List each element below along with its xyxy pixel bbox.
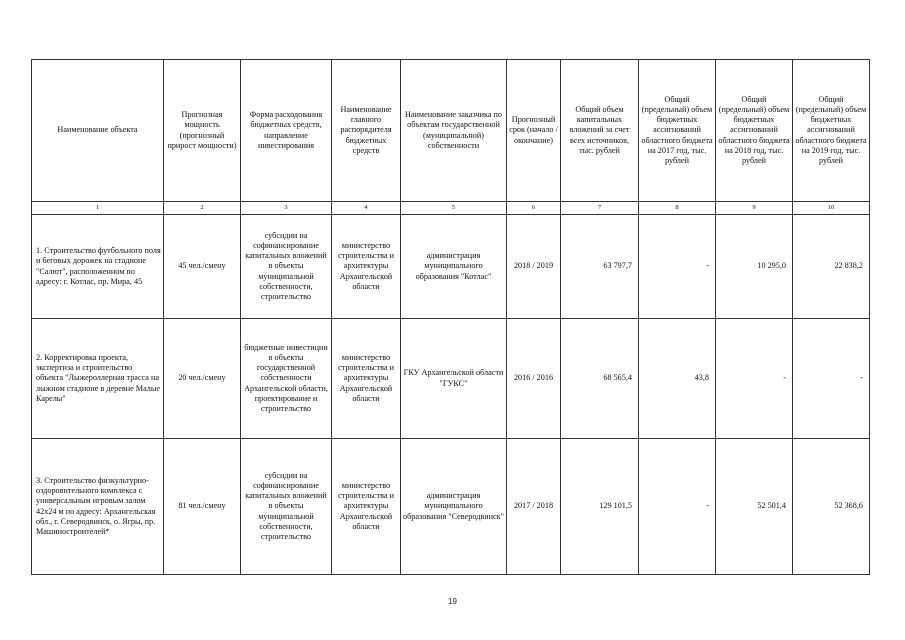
capacity-cell: 45 чел./смену xyxy=(164,215,241,319)
column-number: 4 xyxy=(332,202,401,215)
budget-2018-cell: - xyxy=(716,319,793,439)
header-budget-manager: Наименование главного распорядителя бюджетных средств xyxy=(332,60,401,202)
budget-2018-cell: 52 501,4 xyxy=(716,439,793,575)
header-customer: Наименование заказчика по объектам государственной (муниципальной) собственности xyxy=(401,60,507,202)
budget-manager-cell: министерство строительства и архитектуры Архангельской области xyxy=(332,215,401,319)
table-row xyxy=(32,215,870,319)
total-investment-cell: 68 565,4 xyxy=(561,319,639,439)
capacity-cell: 20 чел./смену xyxy=(164,319,241,439)
header-budget-2018: Общий (предельный) объем бюджетных ассигнований областного бюджета на 2018 год, тыс. рублей xyxy=(716,60,793,202)
budget-2017-cell: 43,8 xyxy=(639,319,716,439)
header-total-investment: Общий объем капитальных вложений за счет всех источников, тыс. рублей xyxy=(561,60,639,202)
header-capacity: Прогнозная мощность (прогнозный прирост мощности) xyxy=(164,60,241,202)
budget-2017-cell: - xyxy=(639,215,716,319)
capacity-cell: 81 чел./смену xyxy=(164,439,241,575)
header-row xyxy=(32,60,870,202)
budget-2019-cell: - xyxy=(793,319,870,439)
spending-form-cell: субсидии на софинансирование капитальных вложений в объекты муниципальной собственности, строительство xyxy=(241,439,332,575)
table-row xyxy=(32,319,870,439)
total-investment-cell: 129 101,5 xyxy=(561,439,639,575)
header-budget-2017: Общий (предельный) объем бюджетных ассигнований областного бюджета на 2017 год, тыс. рублей xyxy=(639,60,716,202)
column-number: 7 xyxy=(561,202,639,215)
period-cell: 2018 / 2019 xyxy=(507,215,561,319)
header-spending-form: Форма расходования бюджетных средств, направление инвестирования xyxy=(241,60,332,202)
period-cell: 2017 / 2018 xyxy=(507,439,561,575)
budget-manager-cell: министерство строительства и архитектуры Архангельской области xyxy=(332,439,401,575)
page-number: 19 xyxy=(448,597,457,606)
header-period: Прогнозный срок (начало / окончание) xyxy=(507,60,561,202)
table-row xyxy=(32,439,870,575)
object-name-cell: 3. Строительство физкультурно-оздоровительного комплекса с универсальным игровым залом 42х24 м по адресу: Архангельская обл., г. Северодвинск, о. Ягры, пр. Машиностроителей* xyxy=(32,439,164,575)
object-name-cell: 1. Строительство футбольного поля и беговых дорожек на стадионе "Салют", расположенном по адресу: г. Котлас, пр. Мира, 45 xyxy=(32,215,164,319)
customer-cell: администрация муниципального образования "Северодвинск" xyxy=(401,439,507,575)
spending-form-cell: субсидии на софинансирование капитальных вложений в объекты муниципальной собственности, строительство xyxy=(241,215,332,319)
object-name-cell: 2. Корректировка проекта, экспертиза и строительство объекта "Лыжероллерная трасса на лыжном стадионе в деревне Малые Карелы" xyxy=(32,319,164,439)
column-number: 10 xyxy=(793,202,870,215)
period-cell: 2016 / 2016 xyxy=(507,319,561,439)
column-number: 8 xyxy=(639,202,716,215)
total-investment-cell: 63 797,7 xyxy=(561,215,639,319)
spending-form-cell: бюджетные инвестиции в объекты государственной собственности Архангельской области, проектирование и строительство xyxy=(241,319,332,439)
budget-2018-cell: 10 295,0 xyxy=(716,215,793,319)
budget-manager-cell: министерство строительства и архитектуры Архангельской области xyxy=(332,319,401,439)
budget-2019-cell: 52 368,6 xyxy=(793,439,870,575)
column-number: 6 xyxy=(507,202,561,215)
customer-cell: администрация муниципального образования "Котлас" xyxy=(401,215,507,319)
investment-table xyxy=(31,59,870,575)
header-object-name: Наименование объекта xyxy=(32,60,164,202)
header-budget-2019: Общий (предельный) объем бюджетных ассигнований областного бюджета на 2019 год, тыс. рублей xyxy=(793,60,870,202)
column-number-row xyxy=(32,202,870,215)
column-number: 2 xyxy=(164,202,241,215)
column-number: 3 xyxy=(241,202,332,215)
column-number: 5 xyxy=(401,202,507,215)
column-number: 9 xyxy=(716,202,793,215)
column-number: 1 xyxy=(32,202,164,215)
budget-2019-cell: 22 838,2 xyxy=(793,215,870,319)
customer-cell: ГКУ Архангельской области "ГУКС" xyxy=(401,319,507,439)
budget-2017-cell: - xyxy=(639,439,716,575)
